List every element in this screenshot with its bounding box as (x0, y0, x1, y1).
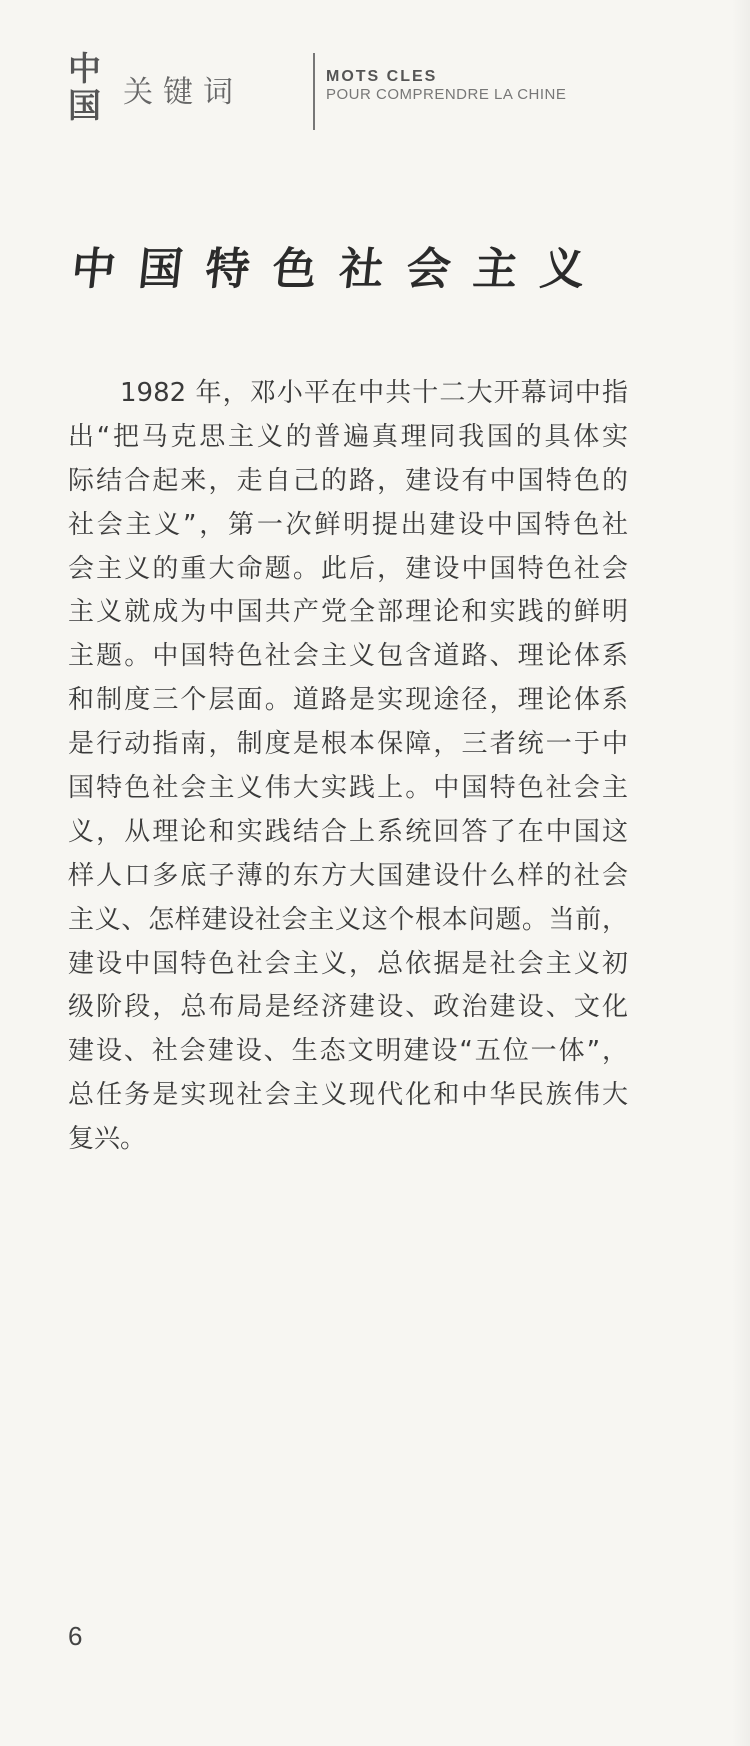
body-line: 主义就成为中国共产党全部理论和实践的鲜明 (68, 597, 628, 628)
body-paragraph (68, 372, 628, 1162)
body-line: 义，从理论和实践结合上系统回答了在中国这 (68, 816, 628, 847)
brand-char-2: 国 (68, 86, 101, 125)
body-line: 会主义的重大命题。此后，建设中国特色社会 (68, 553, 628, 584)
series-brand-mark (68, 50, 108, 124)
series-title-fr (326, 68, 566, 104)
series-title-fr-line2: POUR COMPRENDRE LA CHINE (326, 86, 567, 103)
page-edge-shadow (732, 0, 750, 1746)
body-line: 社会主义”，第一次鲜明提出建设中国特色社 (68, 509, 628, 540)
body-line: 是行动指南，制度是根本保障，三者统一于中 (68, 729, 628, 760)
body-line: 国特色社会主义伟大实践上。中国特色社会主 (68, 773, 628, 804)
brand-char-1: 中 (68, 49, 101, 88)
body-line: 样人口多底子薄的东方大国建设什么样的社会 (68, 860, 628, 891)
body-line: 和制度三个层面。道路是实现途径，理论体系 (68, 685, 628, 716)
header-divider (313, 53, 315, 130)
chapter-title: 中国特色社会主义 (68, 244, 611, 295)
body-line: 际结合起来，走自己的路，建设有中国特色的 (68, 465, 628, 496)
page-header (68, 50, 668, 130)
body-line: 建设中国特色社会主义，总依据是社会主义初 (68, 948, 628, 979)
body-line: 级阶段，总布局是经济建设、政治建设、文化 (68, 992, 628, 1023)
body-line: 1982 年，邓小平在中共十二大开幕词中指 (120, 378, 628, 408)
body-line: 建设、社会建设、生态文明建设“五位一体”， (68, 1036, 628, 1067)
body-line: 主题。中国特色社会主义包含道路、理论体系 (68, 641, 628, 672)
body-line: 复兴。 (68, 1124, 147, 1155)
body-line: 出“把马克思主义的普遍真理同我国的具体实 (68, 421, 628, 452)
body-line: 主义、怎样建设社会主义这个根本问题。当前， (68, 904, 628, 935)
page-number: 6 (68, 1621, 83, 1651)
body-line: 总任务是实现社会主义现代化和中华民族伟大 (68, 1080, 628, 1111)
series-title-fr-line1: MOTS CLES (326, 68, 438, 85)
series-title-cn: 关键词 (123, 75, 243, 110)
